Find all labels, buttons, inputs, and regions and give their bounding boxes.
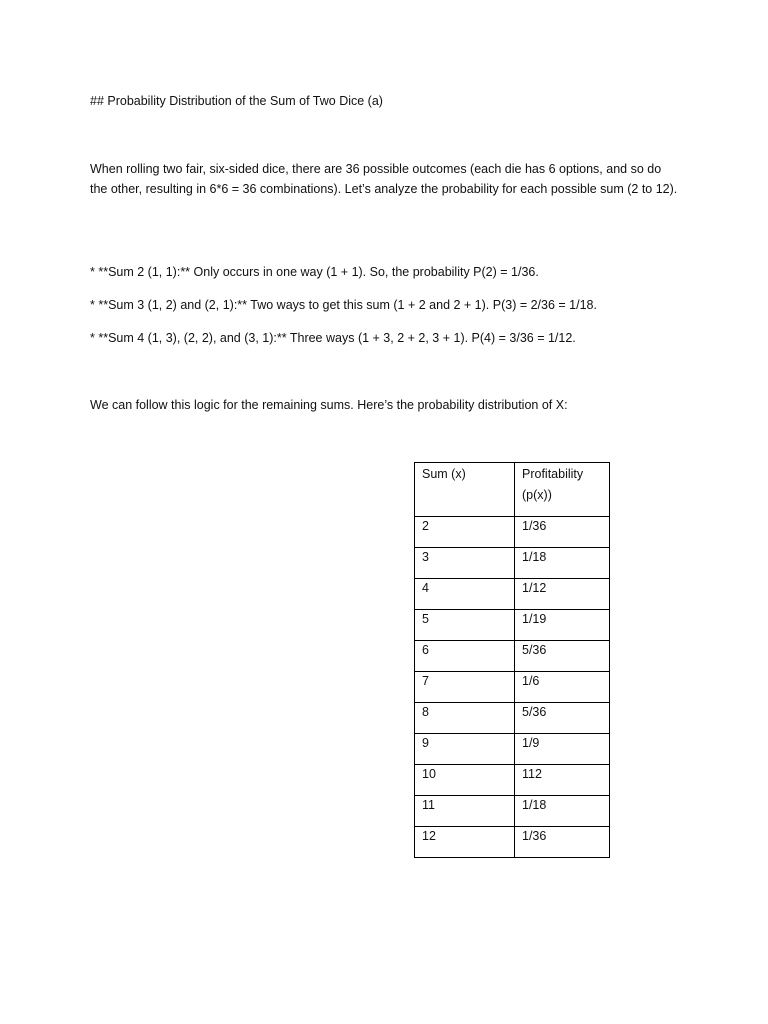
cell-probability: 1/36 [515,517,610,548]
cell-probability: 1/19 [515,610,610,641]
document-heading: ## Probability Distribution of the Sum of Two Dice (a) [90,94,383,108]
cell-sum: 2 [415,517,515,548]
table-row [415,703,610,734]
cell-sum: 11 [415,796,515,827]
cell-probability: 1/36 [515,827,610,858]
followup-paragraph: We can follow this logic for the remaining sums. Here’s the probability distribution of X: [90,398,568,412]
cell-probability: 1/18 [515,796,610,827]
cell-sum: 6 [415,641,515,672]
cell-sum: 7 [415,672,515,703]
cell-probability: 1/9 [515,734,610,765]
cell-probability: 1/18 [515,548,610,579]
table-row [415,734,610,765]
cell-sum: 9 [415,734,515,765]
bullet-sum-4: * **Sum 4 (1, 3), (2, 2), and (3, 1):** Three ways (1 + 3, 2 + 2, 3 + 1). P(4) = 3/36 = 1/12. [90,331,576,345]
table-row [415,641,610,672]
bullet-sum-2: * **Sum 2 (1, 1):** Only occurs in one way (1 + 1). So, the probability P(2) = 1/36. [90,265,539,279]
table-row [415,610,610,641]
table-header-row [415,463,610,517]
distribution-table [414,462,610,858]
table-row [415,579,610,610]
cell-probability: 1/6 [515,672,610,703]
table-row [415,827,610,858]
cell-sum: 5 [415,610,515,641]
bullet-sum-3: * **Sum 3 (1, 2) and (2, 1):** Two ways to get this sum (1 + 2 and 2 + 1). P(3) = 2/36 = 1/18. [90,298,597,312]
cell-sum: 10 [415,765,515,796]
table-row [415,765,610,796]
cell-probability: 5/36 [515,641,610,672]
table-row [415,548,610,579]
cell-sum: 8 [415,703,515,734]
header-probability: Profitability (p(x)) [515,463,610,517]
cell-probability: 112 [515,765,610,796]
cell-probability: 1/12 [515,579,610,610]
header-sum: Sum (x) [415,463,515,517]
cell-sum: 4 [415,579,515,610]
table-row [415,796,610,827]
table-row [415,672,610,703]
intro-paragraph: When rolling two fair, six-sided dice, there are 36 possible outcomes (each die has 6 options, and so do the other, resulting in 6*6 = 36 combinations). Let’s analyze the probability for each possible sum (2 to 12). [90,162,678,196]
table-row [415,517,610,548]
cell-sum: 12 [415,827,515,858]
cell-probability: 5/36 [515,703,610,734]
cell-sum: 3 [415,548,515,579]
